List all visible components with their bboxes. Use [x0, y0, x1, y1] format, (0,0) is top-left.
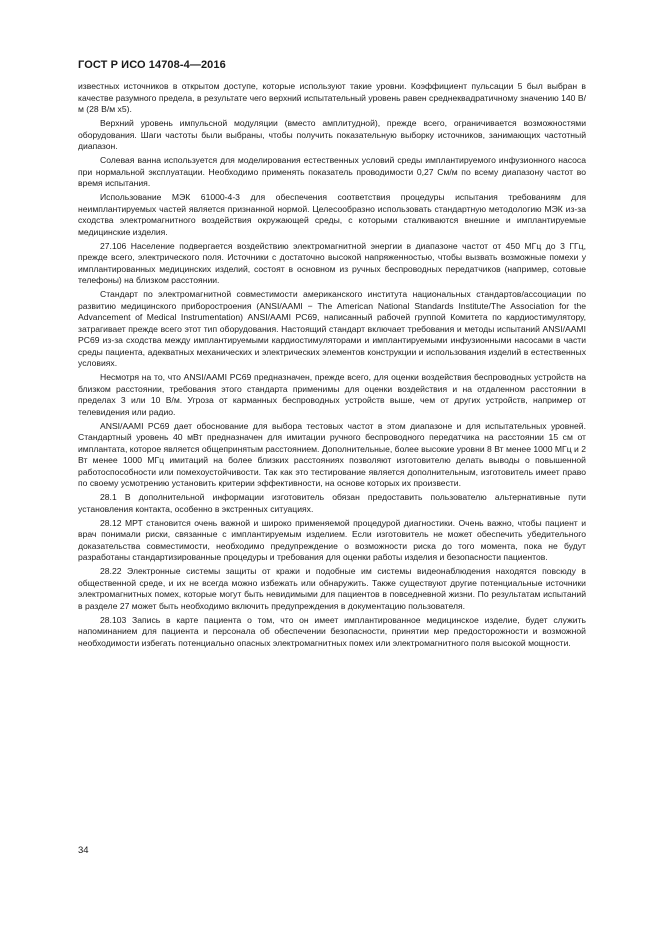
paragraph: 28.103 Запись в карте пациента о том, что он имеет имплантированное медицинское изделие, будет служить напоминанием для пациента и персонала об обеспечении безопасности, принятии мер предосторожности и возможной необходимости избегать потенциально опасных электромагнитных помех или электромагнитного поля высокой мощности.: [78, 614, 586, 648]
paragraph: Солевая ванна используется для моделирования естественных условий среды имплантируемого инфузионного насоса при нормальной эксплуатации. Необходимо применять показатель проводимости 0,27 См/м по всему диапазону частот во время испытания.: [78, 155, 586, 188]
paragraph: известных источников в открытом доступе, которые используют такие уровни. Коэффициент пульсации 5 был выбран в качестве разумного предела, в результате чего верхний испытательный уровень равен среднеквадратичному значению 140 В/м (28 В/м х5).: [78, 81, 586, 114]
document-body: [78, 81, 586, 652]
paragraph: Верхний уровень импульсной модуляции (вместо амплитудной), прежде всего, ограничивается возможностями оборудования. Шаги частоты были выбраны, чтобы получить показательную выборку источников, занимающих частотный диапазон.: [78, 118, 586, 151]
paragraph: 28.1 В дополнительной информации изготовитель обязан предоставить пользователю альтернативные пути установления контакта, особенно в экстренных ситуациях.: [78, 492, 586, 514]
page-number: 34: [78, 845, 89, 856]
paragraph: Несмотря на то, что ANSI/AAMI PC69 предназначен, прежде всего, для оценки воздействия беспроводных устройств на близком расстоянии, требования этого стандарта применимы для оценки воздействия и на отдаленном расстоянии в пределах 3 или 10 В/м. Угроза от карманных беспроводных устройств выше, чем от других устройств, например от телевидения или радио.: [78, 372, 586, 417]
paragraph: 28.22 Электронные системы защиты от кражи и подобные им системы видеонаблюдения находятся повсюду в общественной среде, и их не всегда можно избежать или обнаружить. Также существуют другие потенциальные источники электромагнитных помех, которые могут быть невидимыми для пациентов в повседневной жизни. По результатам испытаний в разделе 27 может быть необходимо включить предупреждения в документацию пользователя.: [78, 566, 586, 611]
paragraph: Использование МЭК 61000-4-3 для обеспечения соответствия процедуры испытания требованиям для неимплантируемых частей является признанной нормой. Целесообразно использовать стандартную методологию МЭК из-за сходства электромагнитного воздействия окружающей среды, с которыми сталкиваются внешние и имплантируемые медицинские изделия.: [78, 192, 586, 237]
paragraph: 27.106 Население подвергается воздействию электромагнитной энергии в диапазоне частот от 450 МГц до 3 ГГц, прежде всего, электрического поля. Источники с достаточно высокой напряженностью, чтобы вызвать возможные помехи у имплантированных медицинских изделий, состоят в основном из ручных беспроводных передатчиков (например, сотовые телефоны) на близком расстоянии.: [78, 240, 586, 285]
paragraph: Стандарт по электромагнитной совместимости американского института национальных стандартов/ассоциации по развитию медицинского приборостроения (ANSI/AAMI − The American National Standards Institute/The Association for the Advancement of Medical Instrumentation) ANSI/AAMI PC69, написанный рабочей группой Комитета по кардиостимулятору, затрагивает прежде всего этот тип оборудования. Настоящий стандарт включает требования и методы испытаний ANSI/AAMI PC69 из-за сходства между имплантируемыми кардиостимуляторами и имплантируемыми инфузионными насосами в части среды пациента, адекватных механических и электрических элементов конструкции и использования изделий в естественных условиях.: [78, 289, 586, 368]
paragraph: ANSI/AAMI PC69 дает обоснование для выбора тестовых частот в этом диапазоне и для испытательных уровней. Стандартный уровень 40 мВт предназначен для имитации ручного беспроводного передатчика на расстоянии 15 см от имплантата, которое является общепринятым расстоянием. Дополнительные, более высокие уровни 8 Вт менее 1000 МГц и 2 Вт менее 1000 МГц имитаций на более близких расстояниях позволяют изготовителю делать выводы о повышенной работоспособности или помехоустойчивости. Так как это тестирование является дополнительным, изготовитель имеет право по своему усмотрению установить критерии эффективности, на основе которых их произвести.: [78, 420, 586, 488]
paragraph: 28.12 МРТ становится очень важной и широко применяемой процедурой диагностики. Очень важно, чтобы пациент и врач понимали риски, связанные с имплантируемым изделием. Если изготовитель не может обеспечить убедительного доказательства совместимости, необходимо предупреждение о возможности риска до того момента, пока не будут разработаны стандартизированные процедуры и требования для оценки работы изделия и безопасности пациентов.: [78, 517, 586, 562]
document-header: ГОСТ Р ИСО 14708-4—2016: [78, 59, 226, 71]
